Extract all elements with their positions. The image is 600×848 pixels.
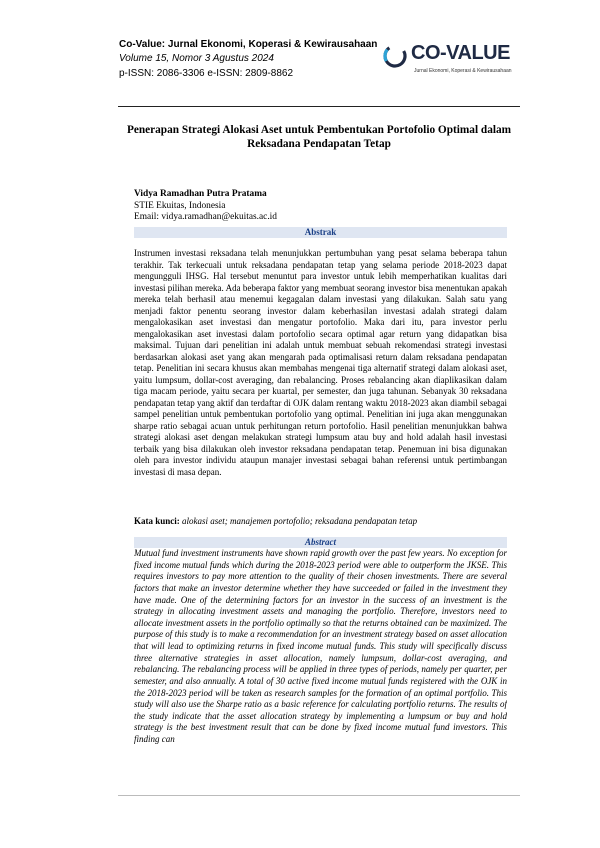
abstrak-heading: Abstrak [134,227,507,238]
journal-issn: p-ISSN: 2086-3306 e-ISSN: 2809-8862 [119,67,293,79]
footer-divider [118,795,520,796]
journal-name: Co-Value: Jurnal Ekonomi, Koperasi & Kewirausahaan [119,39,378,50]
logo-wordmark: CO-VALUE [411,42,510,64]
keywords [134,516,507,527]
article-title: Penerapan Strategi Alokasi Aset untuk Pembentukan Portofolio Optimal dalam Reksadana Pendapatan Tetap [126,124,512,150]
journal-volume: Volume 15, Nomor 3 Agustus 2024 [119,53,274,65]
author-block [134,189,277,224]
author-name: Vidya Ramadhan Putra Pratama [134,189,267,199]
abstrak-text: Instrumen investasi reksadana telah menunjukkan pertumbuhan yang pesat selama beberapa tahun terakhir. Tak terkecuali untuk reksadana pendapatan tetap yang selama periode 2018-2023 dapat mengungguli IHSG. Hal tersebut menuntut para investor untuk lebih memperhatikan kualitas dari investasi pilihan mereka. Ada beberapa faktor yang membuat seorang investor bisa menentukan apakah mereka telah berhasil atau menemui kegagalan dalam investasi yang dilakukan. Salah satu yang menjadi faktor penentu seorang investor dalam keberhasilan investasi adalah strategi dalam mengalokasikan aset investasi dan mengatur portofolio. Maka dari itu, para investor perlu mengalokasikan aset investasi dalam portofolio secara optimal agar return yang didapatkan bisa maksimal. Tujuan dari penelitian ini adalah untuk membuat sebuah rekomendasi strategi investasi berdasarkan alokasi aset yang akan mengarah pada optimalisasi return dalam reksadana pendapatan tetap. Penelitian ini secara khusus akan membahas mengenai tiga alternatif strategi dalam alokasi aset, yaitu lumpsum, dollar-cost averaging, dan rebalancing. Proses rebalancing akan diaplikasikan dalam tiga macam periode, yaitu secara per kuartal, per semester, dan juga tahunan. Sebanyak 30 reksadana pendapatan tetap yang aktif dan terdaftar di OJK dalam rentang waktu 2018-2023 akan diambil sebagai sampel penelitian untuk pembentukan portofolio yang optimal. Penelitian ini juga akan menggunakan sharpe ratio sebagai acuan untuk perhitungan return portofolio. Hasil penelitian menunjukkan bahwa strategi alokasi aset dengan melakukan strategi lumpsum atau buy and hold adalah hasil investasi terbaik yang bisa dilakukan oleh investor reksadana pendapatan tetap. Penemuan ini bisa digunakan oleh para investor individu ataupun manajer investasi sebagai bahan referensi untuk pertimbangan investasi di masa depan. [134,248,507,477]
author-affiliation: STIE Ekuitas, Indonesia [134,200,226,211]
abstract-heading: Abstract [134,537,507,548]
logo-tagline: Jurnal Ekonomi, Koperasi & Kewirausahaan [414,68,512,74]
journal-header [119,38,389,81]
keywords-text: alokasi aset; manajemen portofolio; reksadana pendapatan tetap [182,516,418,526]
header-divider [118,106,520,107]
logo-ring-icon [382,43,408,69]
keywords-label: Kata kunci: [134,516,180,526]
abstract-text: Mutual fund investment instruments have shown rapid growth over the past few years. No exception for fixed income mutual funds which during the 2018-2023 period were able to outperform the JKSE. This requires investors to pay more attention to the quality of their chosen investments. There are several factors that make an investor determine whether they have succeeded or failed in the investment they have made. One of the determining factors for an investor in the success of an investment is the strategy in allocating investment assets and managing the portfolio. Therefore, investors need to allocate investment assets in the portfolio optimally so that the returns obtained can be maximized. The purpose of this study is to make a recommendation for an investment strategy based on asset allocation that will lead to optimizing returns in fixed income mutual funds. This study will specifically discuss three alternative strategies in asset allocation, namely lumpsum, dollar-cost averaging, and rebalancing. The rebalancing process will be applied in three types of periods, namely per quarter, per semester, and also annually. A total of 30 active fixed income mutual funds registered with the OJK in the 2018-2023 period will be taken as research samples for the formation of an optimal portfolio. This study will also use the Sharpe ratio as a basic reference for calculating portfolio returns. The results of the study indicate that the asset allocation strategy by implementing a lumpsum or buy and hold strategy is the best investment result that can be done by fixed income mutual fund investors. This finding can [134,548,507,744]
author-email: Email: vidya.ramadhan@ekuitas.ac.id [134,212,277,222]
co-value-logo [382,40,522,82]
